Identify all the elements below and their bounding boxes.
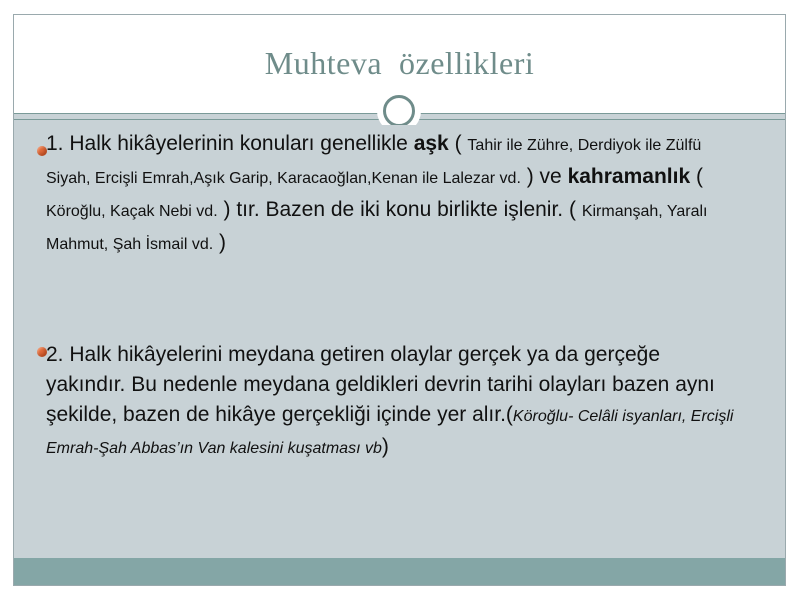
p2-examples: Köroğlu- Celâli isyanları, Ercişli Emrah-Şah Abbas’ın Van kalesini kuşatması vb — [46, 408, 734, 457]
p1-bold-kahramanlik: kahramanlık — [567, 165, 691, 188]
slide-footer-bar — [14, 558, 785, 585]
p1-text-g: ( — [690, 165, 703, 188]
p1-examples-kahramanlik: Köroğlu, Kaçak Nebi vd. — [46, 203, 218, 220]
p1-examples-both: Kirmanşah, Yaralı Mahmut, Şah İsmail vd. — [46, 203, 708, 253]
p1-text-e: ) ve — [520, 165, 568, 188]
paragraph-1 — [46, 128, 736, 260]
paragraph-2 — [46, 340, 736, 464]
p1-text-k: ) — [213, 231, 226, 254]
divider-ring-icon — [383, 95, 415, 127]
p1-text-a: 1. Halk hikâyelerinin konuları genellikle — [46, 132, 414, 155]
p1-text-c: ( — [448, 132, 468, 155]
p2-text-a: 2. Halk hikâyelerini meydana getiren olaylar gerçek ya da gerçeğe yakındır. Bu nedenle meydana geldikleri devrin tarihi olayları bazen aynı şekilde, bazen de hikâye gerçekliği içinde yer alır.( — [46, 343, 715, 426]
p1-bold-ask: aşk — [413, 132, 449, 155]
p1-examples-ask: Tahir ile Zühre, Derdiyok ile Zülfü Siyah, Ercişli Emrah,Aşık Garip, Karacaoğlan,Kenan ile Lalezar vd. — [46, 137, 702, 187]
p2-text-c: ) — [381, 435, 389, 458]
p1-text-i: ) tır. Bazen de iki konu birlikte işlenir. ( — [217, 198, 582, 221]
slide-frame — [13, 14, 786, 586]
slide-title: Muhteva özellikleri — [264, 45, 535, 81]
